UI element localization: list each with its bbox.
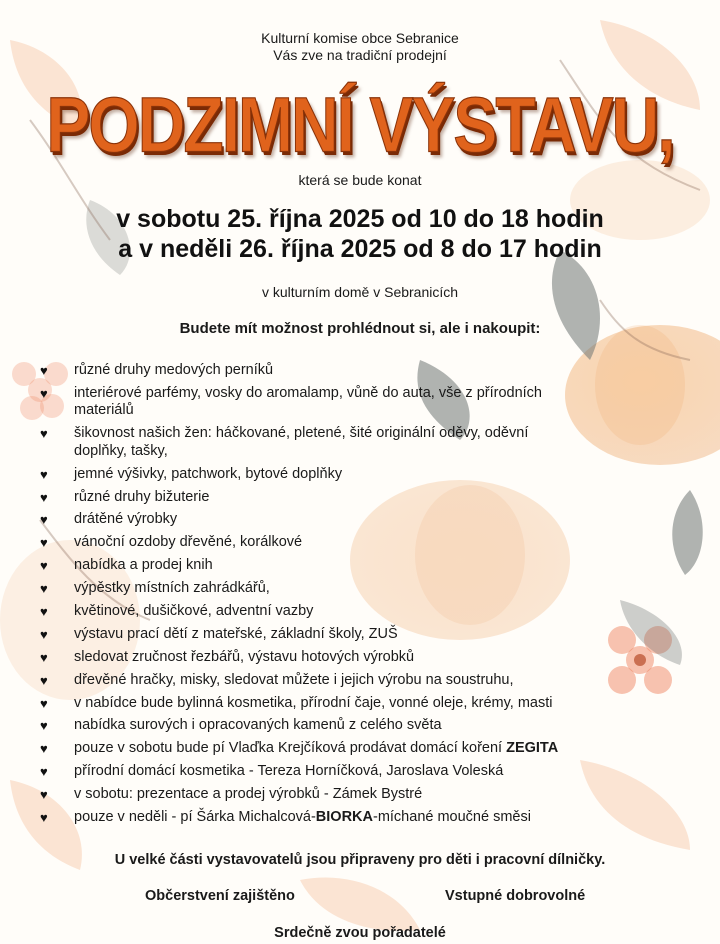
list-item-text: dřevěné hračky, misky, sledovat můžete i jejich výrobu na soustruhu, [74,671,514,688]
list-item [40,385,660,420]
heart-bullet-icon: ♥ [40,512,48,528]
heart-bullet-icon: ♥ [40,535,48,551]
list-item-text: různé druhy medových perníků [74,362,274,378]
list-item [40,511,660,529]
date-sunday: a v neděli 26. října 2025 od 8 do 17 hodin [118,235,602,263]
list-item [40,626,660,644]
heart-bullet-icon: ♥ [40,385,48,401]
heart-bullet-icon: ♥ [40,558,48,574]
list-intro: Budete mít možnost prohlédnout si, ale i nakoupit: [179,320,541,337]
list-item [40,557,660,575]
list-item-text: pouze v neděli - pí Šárka Michalcová-BIORKA-míchané moučné směsi [74,809,531,826]
list-item [40,672,660,690]
heart-bullet-icon: ♥ [40,489,48,505]
list-item [40,740,660,758]
children-workshops-note: U velké části vystavovatelů jsou připraveny pro děti i pracovní dílničky. [114,852,606,868]
heart-bullet-icon: ♥ [40,466,48,482]
event-dates [0,204,720,264]
list-item [40,717,660,735]
list-item-text: drátěné výrobky [74,511,178,528]
list-item-text: různé druhy bižuterie [74,488,210,505]
heart-bullet-icon: ♥ [40,810,48,826]
invitation-line: Vás zve na tradiční prodejní [273,47,447,63]
list-item-text: pouze v sobotu bude pí Vlaďka Krejčíková prodávat domácí koření ZEGITA [74,740,559,757]
list-item-text: květinové, dušičkové, adventní vazby [74,603,314,620]
list-item [40,362,660,380]
list-item-text: interiérové parfémy, vosky do aromalamp, vůně do auta, vše z přírodních materiálů [74,384,542,419]
heart-bullet-icon: ♥ [40,426,48,442]
list-item [40,763,660,781]
organizers-signoff: Srdečně zvou pořadatelé [274,925,446,941]
heart-bullet-icon: ♥ [40,718,48,734]
list-item [40,786,660,804]
list-item-text: nabídka surových i opracovaných kamenů z celého světa [74,717,442,734]
list-item [40,425,660,460]
heart-bullet-icon: ♥ [40,363,48,378]
list-item [40,649,660,667]
list-item-text: přírodní domácí kosmetika - Tereza Horníčková, Jaroslava Voleská [74,763,504,780]
refreshments-note: Občerstvení zajištěno [145,888,295,904]
list-item [40,603,660,621]
entry-fee-note: Vstupné dobrovolné [445,888,586,904]
organizer-block [0,30,720,64]
heart-bullet-icon: ♥ [40,787,48,803]
list-item-text: vánoční ozdoby dřevěné, korálkové [74,534,303,551]
list-item [40,809,660,827]
konat-line: která se bude konat [298,172,422,188]
list-item-text: v sobotu: prezentace a prodej výrobků - Zámek Bystré [74,786,423,803]
heart-bullet-icon: ♥ [40,672,48,688]
list-item-text: výstavu prací dětí z mateřské, základní školy, ZUŠ [74,625,398,642]
list-item-text: jemné výšivky, patchwork, bytové doplňky [74,465,343,482]
list-item-text: šikovnost našich žen: háčkované, pletené, šité originální oděvy, oděvní doplňky, tašky, [74,425,529,459]
list-item-text: výpěstky místních zahrádkářů, [74,580,270,597]
list-item-text: v nabídce bude bylinná kosmetika, přírodní čaje, vonné oleje, krémy, masti [74,694,553,711]
vendor-brand: BIORKA [315,809,373,826]
list-item [40,489,660,507]
event-title: PODZIMNÍ VÝSTAVU, [46,80,674,169]
list-item [40,534,660,552]
list-item [40,580,660,598]
list-item [40,466,660,484]
list-item [40,695,660,713]
offer-list [40,362,660,832]
heart-bullet-icon: ♥ [40,764,48,780]
event-place: v kulturním domě v Sebranicích [261,284,459,300]
heart-bullet-icon: ♥ [40,741,48,757]
date-saturday: v sobotu 25. října 2025 od 10 do 18 hodin [116,205,604,233]
heart-bullet-icon: ♥ [40,649,48,665]
heart-bullet-icon: ♥ [40,604,48,620]
heart-bullet-icon: ♥ [40,626,48,642]
heart-bullet-icon: ♥ [40,581,48,597]
list-item-text: nabídka a prodej knih [74,557,213,574]
vendor-brand: ZEGITA [506,740,559,757]
organizer-line: Kulturní komise obce Sebranice [261,30,459,46]
heart-bullet-icon: ♥ [40,695,48,711]
list-item-text: sledovat zručnost řezbářů, výstavu hotových výrobků [74,648,415,665]
